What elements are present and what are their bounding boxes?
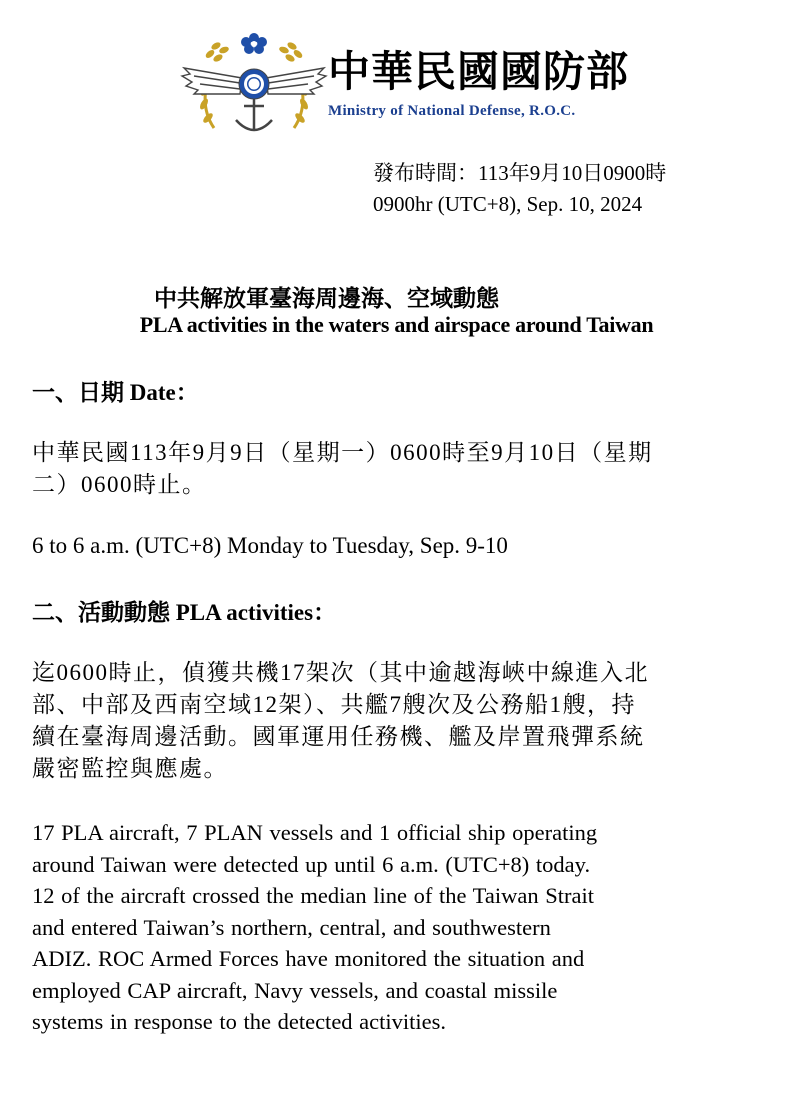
section-activities-zh-line: 續在臺海周邊活動。國軍運用任務機、艦及岸置飛彈系統 [32, 724, 645, 749]
sun-emblem-icon [239, 69, 269, 99]
release-time-en: 0900hr (UTC+8), Sep. 10, 2024 [373, 192, 643, 216]
plum-blossom-icon [241, 33, 267, 54]
section-activities-en-line: ADIZ. ROC Armed Forces have monitored the situation and [32, 946, 585, 971]
release-time-zh: 發布時間：113年9月10日0900時 [373, 161, 667, 185]
section-activities-en-line: employed CAP aircraft, Navy vessels, and coastal missile [32, 977, 558, 1003]
section-date-en: 6 to 6 a.m. (UTC+8) Monday to Tuesday, Sep. 9-10 [32, 533, 508, 558]
section-activities-zh [32, 657, 768, 785]
section-activities-zh-line: 迄0600時止，偵獲共機17架次（其中逾越海峽中線進入北 [32, 660, 649, 685]
document-title-en: PLA activities in the waters and airspace around Taiwan [139, 312, 654, 337]
section-date-zh-line: 二）0600時止。 [32, 472, 207, 497]
anchor-icon [236, 98, 272, 130]
document-title-zh [0, 280, 793, 313]
section-date-heading: 一、日期 Date： [32, 380, 199, 405]
section-date-zh-line: 中華民國113年9月9日（星期一）0600時至9月10日（星期 [32, 440, 653, 465]
release-time [373, 158, 666, 220]
org-name-en: Ministry of National Defense, R.O.C. [328, 103, 576, 119]
section-date-zh [32, 437, 768, 501]
section-activities-en-line: around Taiwan were detected up until 6 a.m. (UTC+8) today. [32, 851, 591, 877]
section-activities-zh-line: 嚴密監控與應處。 [32, 756, 228, 781]
document-title-zh-text: 中共解放軍臺海周邊海、空域動態 [154, 286, 499, 311]
mnd-emblem-logo [180, 28, 328, 140]
org-name-zh: 中華民國國防部 [328, 50, 630, 96]
section-activities-en-line: and entered Taiwan’s northern, central, and southwestern [32, 914, 551, 940]
section-activities-heading: 二、活動動態 PLA activities： [32, 600, 337, 625]
section-activities-en-line: 17 PLA aircraft, 7 PLAN vessels and 1 official ship operating [32, 820, 598, 845]
section-activities-en-line: 12 of the aircraft crossed the median line of the Taiwan Strait [32, 883, 594, 908]
section-activities-en [32, 817, 768, 1038]
section-activities-zh-line: 部、中部及西南空域12架）、共艦7艘次及公務船1艘，持 [32, 692, 636, 717]
section-activities-en-line: systems in response to the detected activities. [32, 1009, 447, 1034]
